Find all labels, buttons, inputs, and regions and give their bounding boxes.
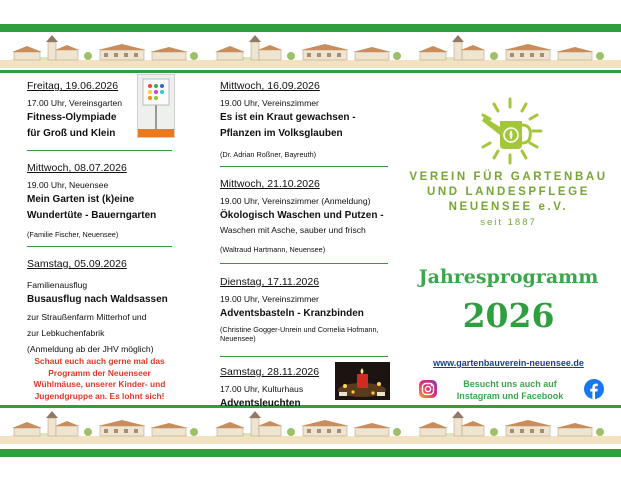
event-title: Busausflug nach Waldsassen bbox=[27, 294, 168, 305]
event-adventsleuchten bbox=[220, 366, 330, 412]
event-time: 19.00 Uhr, Vereinszimmer bbox=[220, 98, 319, 108]
event-date: Mittwoch, 08.07.2026 bbox=[27, 162, 127, 174]
event-note: (Christine Gogger-Unrein und Cornelia Hofmann, Neuensee) bbox=[220, 325, 379, 343]
event-title: Adventsbasteln - Kranzbinden bbox=[220, 308, 364, 319]
advent-photo bbox=[335, 362, 390, 400]
village-banner-top bbox=[0, 34, 621, 70]
separator bbox=[220, 356, 388, 357]
event-time: 19.00 Uhr, Vereinszimmer bbox=[220, 294, 319, 304]
org-name-line: VEREIN FÜR GARTENBAU bbox=[409, 171, 608, 183]
youth-note-line: Schaut euch auch gerne mal das bbox=[34, 356, 165, 366]
org-name-line: UND LANDESPFLEGE bbox=[427, 186, 590, 198]
event-title: Wundertüte - Bauerngarten bbox=[27, 210, 157, 221]
event-title: Mein Garten ist (k)eine bbox=[27, 194, 135, 205]
event-bauerngarten bbox=[27, 162, 217, 239]
youth-note-line: Programm der Neuenseer bbox=[48, 367, 151, 378]
event-date: Dienstag, 17.11.2026 bbox=[220, 276, 320, 288]
youth-note-line: Wühlmäuse, unserer Kinder- und bbox=[33, 379, 166, 389]
social-text-line: Besucht uns auch auf bbox=[463, 379, 557, 389]
event-time: Familienausflug bbox=[27, 280, 88, 290]
top-green-bar-lower bbox=[0, 70, 621, 73]
program-title: Jahresprogramm bbox=[418, 266, 599, 288]
event-detail: (Anmeldung ab der JHV möglich) bbox=[27, 344, 154, 354]
fitness-photo bbox=[137, 74, 175, 138]
watering-can-logo-icon bbox=[474, 95, 546, 167]
social-media-text bbox=[440, 378, 580, 402]
event-date: Samstag, 05.09.2026 bbox=[27, 258, 127, 270]
separator bbox=[220, 166, 388, 167]
event-title: Pflanzen im Volksglauben bbox=[220, 128, 343, 139]
event-note: (Waltraud Hartmann, Neuensee) bbox=[220, 245, 326, 254]
founded-year: seit 1887 bbox=[480, 217, 537, 228]
top-green-bar bbox=[0, 24, 621, 32]
event-title: Adventsleuchten bbox=[220, 398, 301, 409]
event-title: Es ist ein Kraut gewachsen - bbox=[220, 112, 356, 123]
org-name-line: NEUENSEE e.V. bbox=[448, 201, 569, 213]
event-time: 19.00 Uhr, Neuensee bbox=[27, 180, 109, 190]
instagram-icon[interactable] bbox=[419, 380, 437, 398]
social-text-line: Instagram und Facebook bbox=[456, 391, 564, 401]
event-busausflug bbox=[27, 258, 217, 355]
event-date: Samstag, 28.11.2026 bbox=[220, 366, 320, 378]
event-title: Fitness-Olympiade bbox=[27, 112, 117, 123]
event-date: Mittwoch, 16.09.2026 bbox=[220, 80, 320, 92]
separator bbox=[220, 263, 388, 264]
event-waschen bbox=[220, 178, 395, 254]
program-year: 2026 bbox=[462, 296, 555, 335]
facebook-icon[interactable] bbox=[584, 379, 604, 399]
event-note: (Dr. Adrian Roßner, Bayreuth) bbox=[220, 150, 317, 159]
event-date: Freitag, 19.06.2026 bbox=[27, 80, 119, 92]
event-detail: Waschen mit Asche, sauber und frisch bbox=[220, 225, 366, 235]
website-link[interactable]: www.gartenbauverein-neuensee.de bbox=[433, 358, 584, 368]
organization-name bbox=[396, 170, 621, 215]
event-title: für Groß und Klein bbox=[27, 128, 116, 139]
event-kraut bbox=[220, 80, 410, 159]
event-time: 17.00 Uhr, Vereinsgarten bbox=[27, 98, 123, 108]
event-time: 19.00 Uhr, Vereinszimmer (Anmeldung) bbox=[220, 196, 371, 206]
event-detail: zur Lebkuchenfabrik bbox=[27, 328, 105, 338]
event-adventsbasteln bbox=[220, 276, 392, 343]
event-time: 17.00 Uhr, Kulturhaus bbox=[220, 384, 304, 394]
event-date: Mittwoch, 21.10.2026 bbox=[220, 178, 320, 190]
event-fitness bbox=[27, 80, 217, 142]
youth-group-note bbox=[27, 356, 172, 402]
event-detail: zur Straußenfarm Mitterhof und bbox=[27, 312, 147, 322]
separator bbox=[27, 246, 172, 247]
separator bbox=[27, 150, 172, 151]
bottom-green-bar bbox=[0, 449, 621, 457]
event-title: Ökologisch Waschen und Putzen - bbox=[220, 210, 384, 221]
youth-note-line: Jugendgruppe an. Es lohnt sich! bbox=[34, 390, 165, 401]
village-banner-bottom bbox=[0, 410, 621, 446]
event-note: (Familie Fischer, Neuensee) bbox=[27, 230, 119, 239]
